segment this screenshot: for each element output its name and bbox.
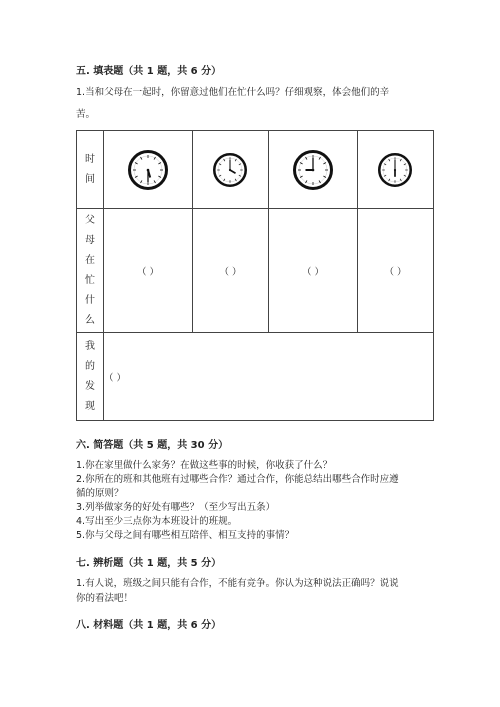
label-char: 的 <box>85 360 95 372</box>
label-char: 时 <box>85 153 95 165</box>
answer-blank: （ ） <box>104 333 434 421</box>
question-6-4: 4.写出至少三点你为本班设计的班规。 <box>76 516 238 527</box>
busy-row <box>77 209 434 333</box>
clock-icon <box>293 150 333 190</box>
label-char: 父 <box>85 214 95 226</box>
question-6-1: 1.你在家里做什么家务？在做这些事的时候，你收获了什么？ <box>76 460 333 471</box>
clock-icon <box>128 150 168 190</box>
answer-blank: （ ） <box>357 209 433 333</box>
label-char: 么 <box>85 314 95 326</box>
question-6-2-line-2: 循的原则？ <box>76 488 124 499</box>
clock-cell <box>104 131 193 209</box>
section-5-heading: 五. 填表题（共 1 题，共 6 分） <box>76 66 222 77</box>
label-char: 发 <box>85 380 95 392</box>
answer-blank: （ ） <box>268 209 357 333</box>
question-6-3: 3.列举做家务的好处有哪些？（至少写出五条） <box>76 502 276 513</box>
question-7-1-line-2: 你的看法吧！ <box>76 593 134 604</box>
label-char: 间 <box>85 173 95 185</box>
label-char: 什 <box>85 294 95 306</box>
question-5-1-line-2: 苦。 <box>76 109 96 120</box>
clock-icon <box>213 153 247 187</box>
question-6-2-line-1: 2.你所在的班和其他班有过哪些合作？通过合作，你能总结出哪些合作时应遵 <box>76 474 399 485</box>
section-8-heading: 八. 材料题（共 1 题，共 6 分） <box>76 620 222 631</box>
label-char: 母 <box>85 234 95 246</box>
section-6-heading: 六. 简答题（共 5 题，共 30 分） <box>76 440 229 451</box>
answer-blank: （ ） <box>193 209 269 333</box>
clock-cell <box>357 131 433 209</box>
busy-row-label <box>77 209 104 333</box>
time-row <box>77 131 434 209</box>
question-7-1-line-1: 1.有人说，班级之间只能有合作，不能有竞争。你认为这种说法正确吗？说说 <box>76 578 399 589</box>
question-5-1-line-1: 1.当和父母在一起时，你留意过他们在忙什么吗？仔细观察，体会他们的辛 <box>76 87 390 98</box>
clock-cell <box>268 131 357 209</box>
finding-row-label <box>77 333 104 421</box>
time-row-label <box>77 131 104 209</box>
section-7-heading: 七. 辨析题（共 1 题，共 5 分） <box>76 558 222 569</box>
answer-blank: （ ） <box>104 209 193 333</box>
label-char: 现 <box>85 400 95 412</box>
clock-cell <box>193 131 269 209</box>
finding-row <box>77 333 434 421</box>
label-char: 忙 <box>85 274 95 286</box>
question-6-5: 5.你与父母之间有哪些相互陪伴、相互支持的事情？ <box>76 530 295 541</box>
label-char: 在 <box>85 254 95 266</box>
clock-icon <box>378 153 412 187</box>
label-char: 我 <box>85 340 95 352</box>
observation-table <box>76 130 434 421</box>
